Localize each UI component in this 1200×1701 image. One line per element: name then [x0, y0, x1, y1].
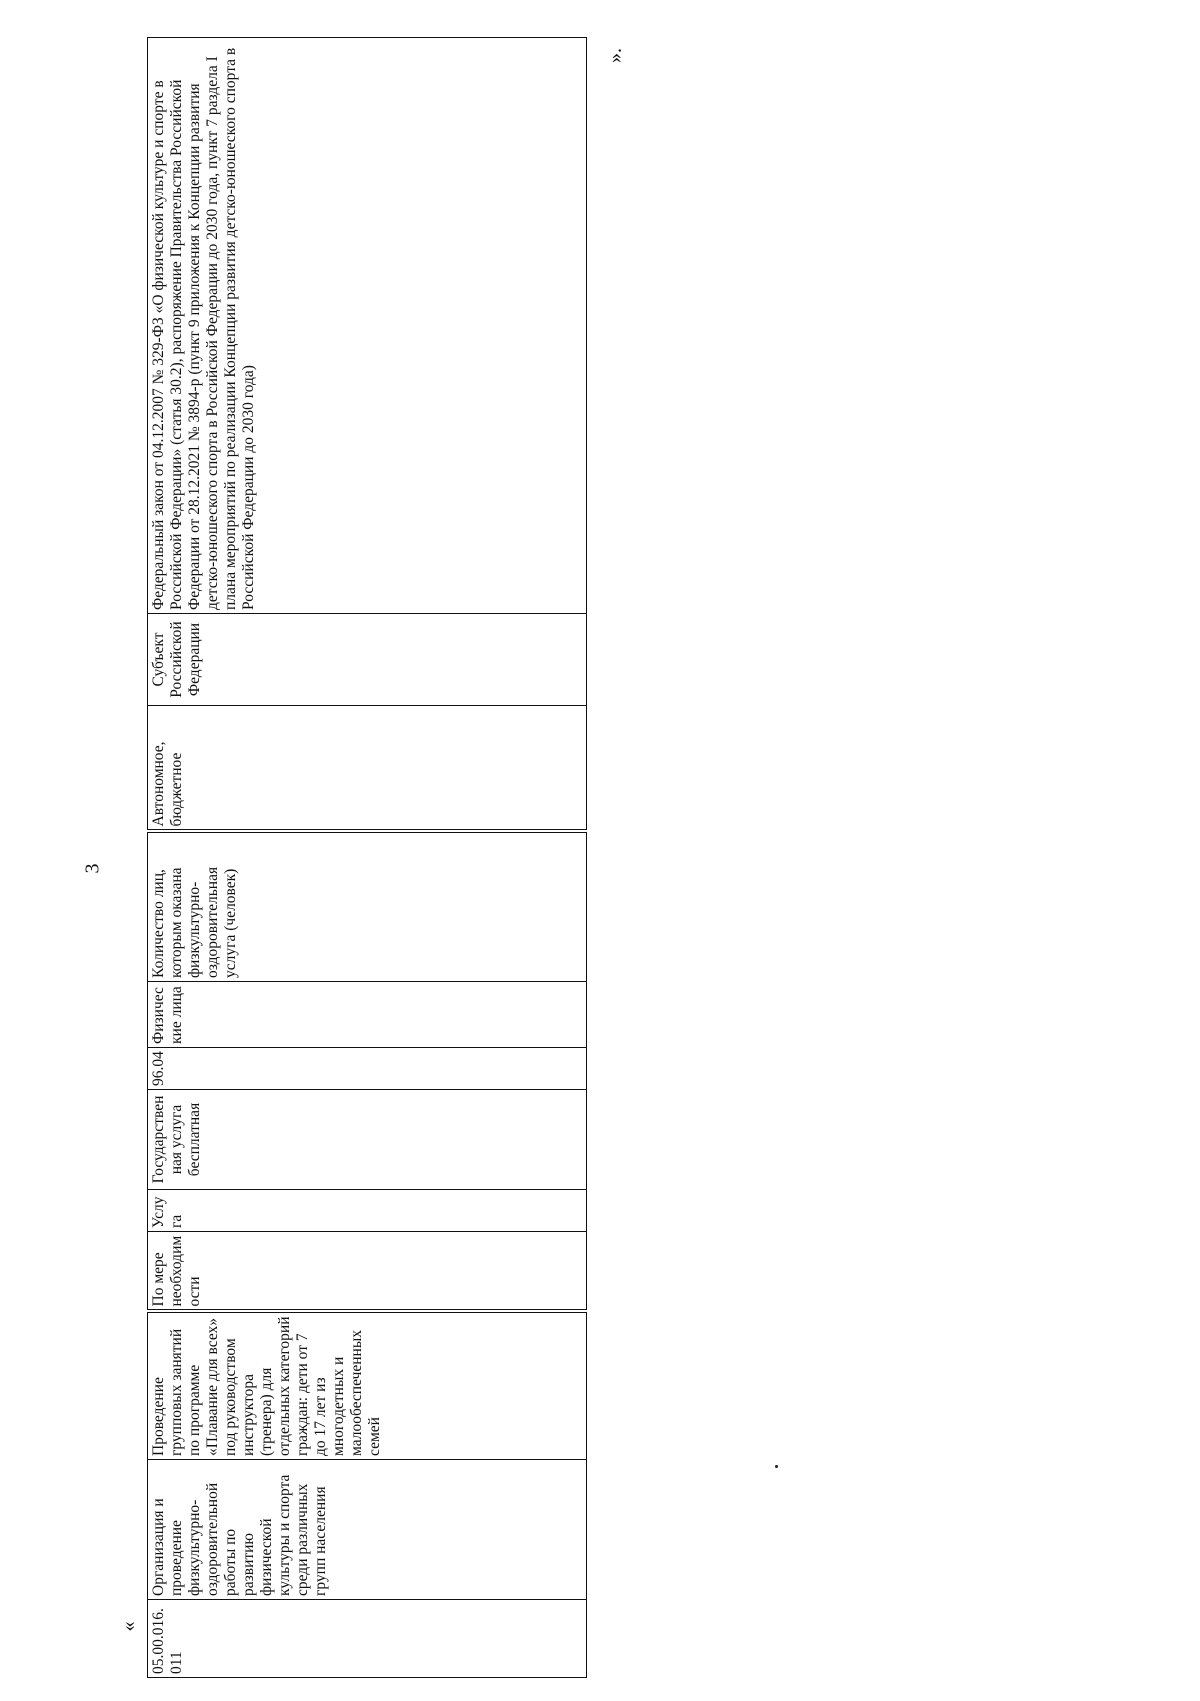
table-row [148, 38, 587, 1678]
cell-content: Проведение групповых занятий по программе «Плавание для всех» под руководством инструктора (тренера) для отдельных категорий граждан: дети от 7 до 17 лет из многодетных и малообеспеченных семей [148, 1312, 587, 1460]
cell-paid-status: Государственная услуга бесплатная [148, 1090, 587, 1190]
cell-code: 05.00.016.011 [148, 1600, 587, 1678]
cell-type: Услуга [148, 1190, 587, 1232]
cell-service-name: Организация и проведение физкультурно-оздоровительной работы по развитию физической культуры и спорта среди различных групп населения [148, 1460, 587, 1600]
services-table-wrapper [147, 38, 587, 1678]
closing-quote: ». [604, 48, 626, 63]
services-table [147, 37, 587, 1678]
page-number: 3 [81, 863, 104, 874]
cell-owner: Субъект Российской Федерации [148, 614, 587, 706]
cell-indicator: Количество лиц, которым оказана физкультурно-оздоровительная услуга (человек) [148, 832, 587, 982]
cell-institution-type: Автономное, бюджетное [148, 706, 587, 832]
cell-consumers: Физические лица [148, 982, 587, 1048]
opening-quote: « [117, 1621, 140, 1632]
cell-periodicity: По мере необходимости [148, 1232, 587, 1312]
cell-legal-basis: Федеральный закон от 04.12.2007 № 329-ФЗ «О физической культуре и спорте в Российской Федерации» (статья 30.2), распоряжение Правительства Российской Федерации от 28.12.2021 № 3894-р (пункт 9 приложения к Концепции развития детско-юношеского спорта в Российской Федерации до 2030 года, пункт 7 раздела I плана мероприятий по реализации Концепции развития детско-юношеского спорта в Российской Федерации до 2030 года) [148, 38, 587, 614]
cell-okved: 96.04 [148, 1048, 587, 1090]
scan-speck [775, 1465, 778, 1468]
